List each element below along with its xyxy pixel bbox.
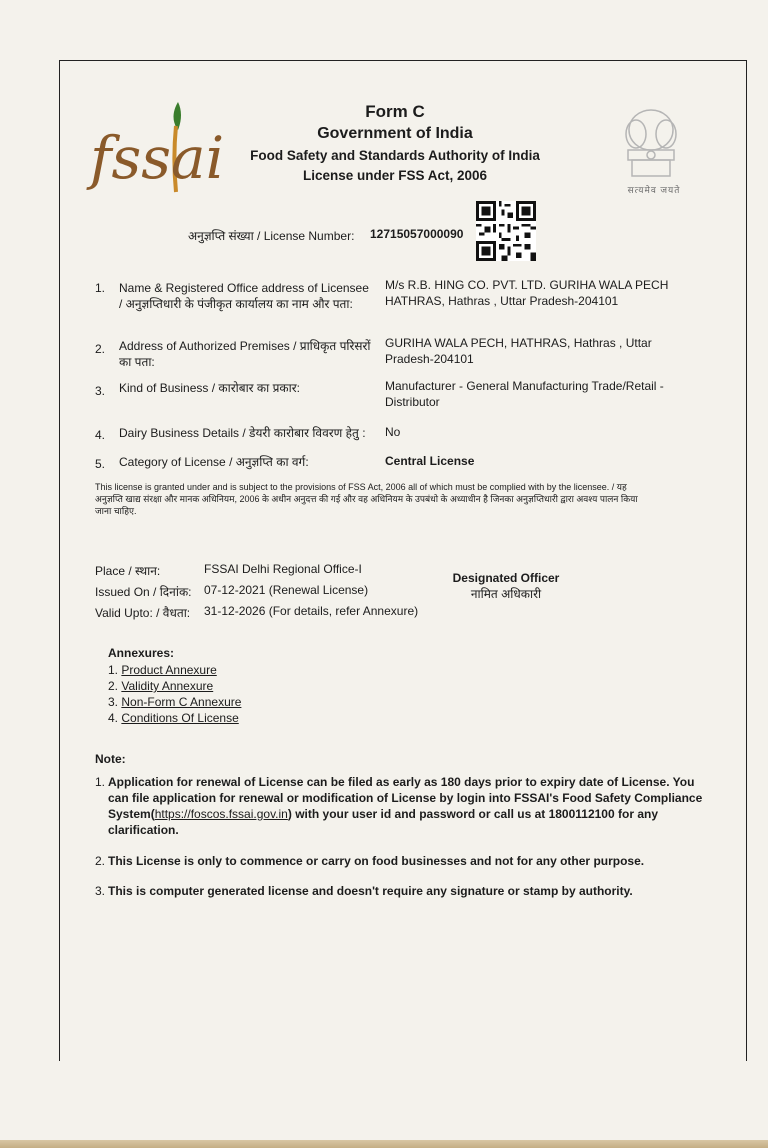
fssai-logo (88, 96, 225, 196)
annexure-item (108, 679, 213, 693)
designated-officer-title: Designated Officer (452, 571, 560, 585)
conditions-of-license-link[interactable]: Conditions Of License (121, 711, 239, 725)
note-1-text-start: Application for renewal of License can be filed as early as 180 days prior to expiry date of License. You can file application for renewal or modification of License by login into FSSAI's Food Safety Compliance System( (108, 775, 703, 821)
issued-value: 07-12-2021 (Renewal License) (204, 583, 369, 597)
item-2-label: Address of Authorized Premises / प्राधिकृत परिसरों का पता: (119, 339, 371, 369)
note-number: 3. (95, 884, 106, 898)
item-3-number: 3. (95, 384, 106, 398)
national-emblem-icon (606, 100, 696, 196)
form-title: Form C (365, 102, 425, 121)
government-title: Government of India (317, 125, 473, 142)
emblem-motto: सत्यमेव जयते (627, 185, 681, 195)
validity-annexure-link[interactable]: Validity Annexure (121, 679, 214, 693)
note-number: 1. (95, 775, 106, 789)
item-1-label: Name & Registered Office address of Licensee / अनुज्ञप्तिधारी के पंजीकृत कार्यालय का नाम और पता: (119, 281, 369, 311)
note-title: Note: (95, 752, 126, 766)
authority-title: Food Safety and Standards Authority of India (250, 148, 540, 163)
item-4-number: 4. (95, 428, 106, 442)
scan-edge (0, 1140, 768, 1148)
logo-text: fssai (90, 124, 225, 192)
annexure-number: 2. (108, 679, 119, 693)
document-border (59, 60, 747, 1061)
note-1-text-end: ) with your user id and password or call us at 1800112100 for any clarification. (108, 807, 658, 837)
place-value: FSSAI Delhi Regional Office-I (204, 562, 362, 576)
note-number: 2. (95, 854, 106, 868)
place-label: Place / स्थान: (95, 564, 161, 578)
item-5-number: 5. (95, 457, 106, 471)
annexure-item (108, 695, 241, 709)
license-number-label: अनुज्ञप्ति संख्या / License Number: (188, 229, 355, 243)
annexure-item (108, 663, 217, 677)
issued-label: Issued On / दिनांक: (95, 585, 192, 599)
note-text: This is computer generated license and doesn't require any signature or stamp by authority. (108, 884, 633, 898)
product-annexure-link[interactable]: Product Annexure (121, 663, 217, 677)
valid-value: 31-12-2026 (For details, refer Annexure) (204, 604, 419, 618)
qr-code-icon (476, 201, 536, 261)
item-5-value: Central License (385, 454, 475, 468)
note-text (108, 774, 713, 838)
item-1-value: M/s R.B. HING CO. PVT. LTD. GURIHA WALA PECH HATHRAS, Hathras , Uttar Pradesh-204101 (385, 278, 669, 308)
item-4-value: No (385, 425, 401, 439)
item-2-number: 2. (95, 342, 106, 356)
item-3-value: Manufacturer - General Manufacturing Trade/Retail - Distributor (385, 379, 664, 409)
license-number: 12715057000090 (370, 227, 464, 241)
note-text: This License is only to commence or carry on food businesses and not for any other purpose. (108, 854, 645, 868)
annexure-number: 1. (108, 663, 119, 677)
license-notice: This license is granted under and is subject to the provisions of FSS Act, 2006 all of which must be complied with by the licensee. / यह अनुज्ञप्ति खाद्य संरक्षा और मानक अधिनियम, 2006 के अधीन अनुदत्त की गई और वह अधिनियम के उपबंधो के अध्याधीन है जिनका अनुज्ञप्तिधारी द्वारा अवश्य पालन किया जाना चाहिए. (95, 482, 638, 516)
act-title: License under FSS Act, 2006 (302, 168, 488, 183)
item-3-label: Kind of Business / कारोबार का प्रकार: (119, 381, 300, 395)
designated-officer (440, 571, 572, 602)
annexure-number: 3. (108, 695, 119, 709)
item-5-label: Category of License / अनुज्ञप्ति का वर्ग: (119, 455, 309, 469)
item-4-label: Dairy Business Details / डेयरी कारोबार विवरण हेतु : (119, 426, 366, 440)
item-1-number: 1. (95, 281, 106, 295)
annexure-number: 4. (108, 711, 119, 725)
annexure-item (108, 711, 239, 725)
non-form-c-annexure-link[interactable]: Non-Form C Annexure (121, 695, 242, 709)
foscos-link[interactable]: https://foscos.fssai.gov.in (154, 807, 288, 821)
item-2-value: GURIHA WALA PECH, HATHRAS, Hathras , Uttar Pradesh-204101 (385, 336, 652, 366)
valid-label: Valid Upto: / वैधता: (95, 606, 191, 620)
designated-officer-hindi: नामित अधिकारी (470, 587, 542, 601)
annexures-title: Annexures: (108, 646, 175, 660)
